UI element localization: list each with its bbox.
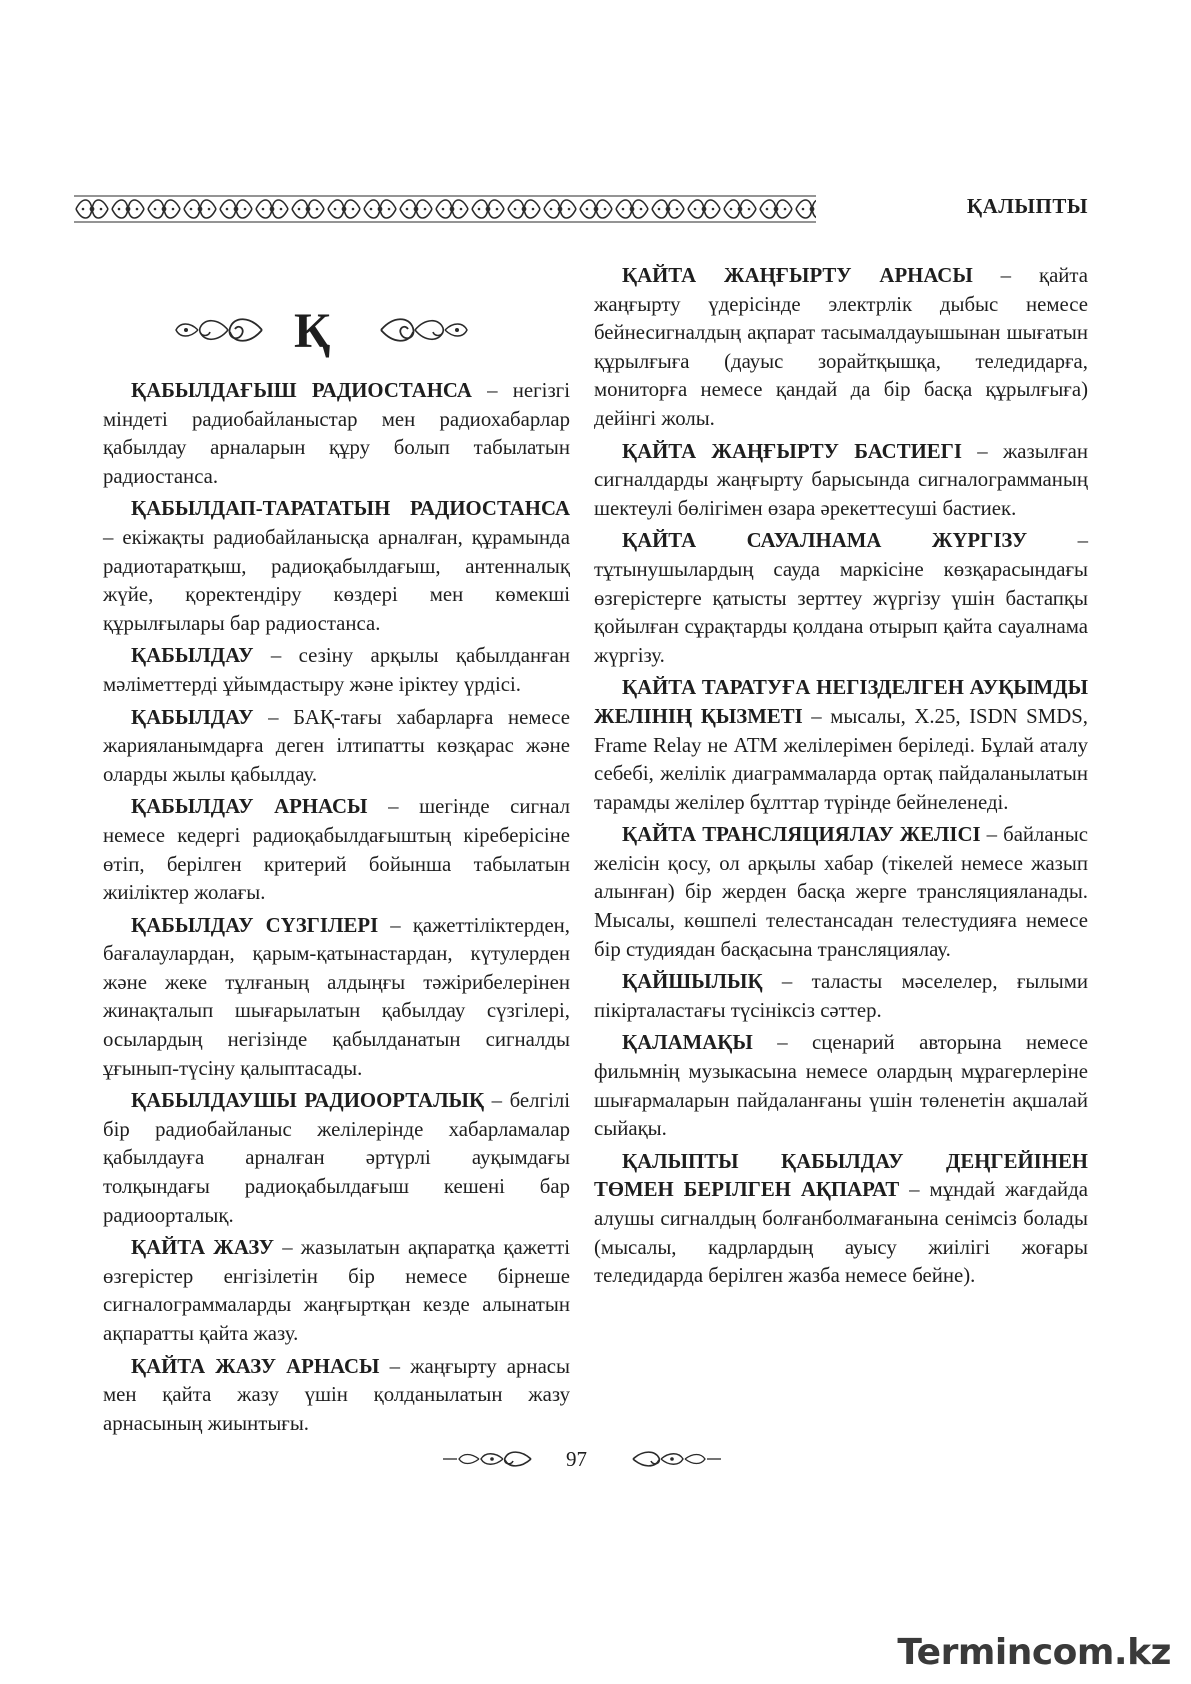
page-footer (441, 1444, 741, 1474)
dictionary-entry (594, 821, 1088, 964)
entry-definition: – мұндай жағдайда алушы сигналдың болғанболмағанына сенімсіз болады (мысалы, кадрлардың ауысу жиілігі жоғары теледидарда берілген жазба немесе бейне). (594, 1178, 1089, 1288)
running-head: ҚАЛЫПТЫ (966, 194, 1088, 218)
entry-definition: – жазылатын ақпаратқа қажетті өзгерістер енгізілетін бір немесе бірнеше сигналограммаларды жаңғыртқан кезде алынатын ақпаратты қайта жазу. (103, 1236, 570, 1345)
dictionary-entry (594, 262, 1088, 434)
entry-term: ҚАБЫЛДАУШЫ РАДИООРТАЛЫҚ (131, 1089, 485, 1113)
dictionary-entry (594, 1148, 1088, 1291)
dictionary-entry (594, 674, 1088, 817)
entry-term: ҚАЙТА ЖАЗУ (131, 1236, 275, 1260)
entry-definition: – байланыс желісін қосу, ол арқылы хабар (тікелей немесе жазып алынған) бір жерден басқа жерге трансляцияланады. Мысалы, көшпелі телестансадан телестудияға немесе бір студиядан басқасына трансляциялау. (594, 823, 1088, 961)
dictionary-entry (103, 377, 570, 491)
entry-term: ҚАБЫЛДАП-ТАРАТАТЫН РАДИОСТАНСА (131, 497, 570, 521)
entry-term: ҚАЙТА ЖАЗУ АРНАСЫ (131, 1354, 380, 1378)
entry-term: ҚАЙТА ТАРАТУҒА НЕГІЗДЕЛГЕН АУҚЫМДЫ ЖЕЛІНІҢ ҚЫЗМЕТІ (594, 676, 1088, 728)
entry-definition: – белгілі бір радиобайланыс желілерінде хабарламалар қабылдауға арналған әртүрлі ауқымдағы толқындағы радиоқабылдағыш кешені бар радиоорталық. (103, 1089, 570, 1227)
dictionary-entry (103, 912, 570, 1084)
entry-definition: – тұтынушылардың сауда маркісіне көзқарасындағы өзгерістерге қатысты зерттеу жүргізу үшін бастапқы қойылған сұрақтарды қолдана отырып қайта сауалнама жүргізу. (594, 529, 1088, 667)
entry-definition: – негізгі міндеті радиобайланыстар мен радиохабарлар қабылдау арналарын құру болып табылатын радиостанса. (103, 379, 570, 488)
page-number: 97 (566, 1447, 587, 1471)
dictionary-entry (594, 527, 1088, 670)
entry-term: ҚАЙТА ТРАНСЛЯЦИЯЛАУ ЖЕЛІСІ (622, 823, 981, 847)
entry-term: ҚАЙШЫЛЫҚ (622, 970, 763, 994)
entry-definition: – сценарий авторына немесе фильмнің музыкасына немесе олардың мұрагерлеріне шығармаларын пайдаланғаны үшін төленетін ақшалай сыйақы. (594, 1031, 1088, 1141)
section-letter-block (172, 302, 472, 360)
dictionary-entry (103, 1353, 570, 1439)
entry-definition: – қажеттіліктерден, бағалаулардан, қарым-қатынастардан, күтулерден және жеке тұлғаның алдыңғы тәжірибелерінен жинақталып шығарылатын қабылдау сүзгілері, осылардың негізінде қабылданатын сигналды ұғынып-түсіну қалыптасады. (103, 913, 571, 1080)
entry-definition: – екіжақты радиобайланысқа арналған, құрамында радиотаратқыш, радиоқабылдағыш, антенналық жүйе, қоректендіру көздері мен көмекші құрылғылары бар радиостанса. (103, 525, 570, 635)
dictionary-entry (103, 1087, 570, 1230)
dictionary-entry (103, 1234, 570, 1348)
dictionary-entry (103, 495, 570, 638)
footer-ornament-right-icon (631, 1448, 723, 1470)
entry-term: ҚАБЫЛДАУ СҮЗГІЛЕРІ (131, 913, 379, 937)
dictionary-entry (103, 704, 570, 790)
left-column (103, 377, 570, 1442)
ornament-right-icon (379, 310, 471, 350)
dictionary-entry (103, 793, 570, 907)
entry-term: ҚАБЫЛДАУ (131, 705, 254, 729)
entry-term: ҚАБЫЛДАҒЫШ РАДИОСТАНСА (131, 379, 472, 402)
entry-term: ҚАЙТА САУАЛНАМА ЖҮРГІЗУ (622, 529, 1028, 553)
header-ornament (74, 195, 816, 223)
entry-term: ҚАЛЫПТЫ ҚАБЫЛДАУ ДЕҢГЕЙІНЕН ТӨМЕН БЕРІЛГЕН АҚПАРАТ (594, 1149, 1088, 1202)
dictionary-entry (594, 968, 1088, 1025)
entry-term: ҚАБЫЛДАУ АРНАСЫ (131, 795, 368, 819)
ornament-left-icon (172, 310, 264, 350)
dictionary-entry (103, 642, 570, 699)
right-column (594, 262, 1088, 1295)
entry-definition: – жаңғырту арнасы мен қайта жазу үшін қолданылатын жазу арнасының жиынтығы. (103, 1354, 570, 1435)
footer-ornament-left-icon (441, 1448, 533, 1470)
dictionary-entry (594, 1029, 1088, 1143)
watermark: Termincom.kz (897, 1632, 1171, 1673)
entry-definition: – сезіну арқылы қабылданған мәліметтерді ұйымдастыру және іріктеу үрдісі. (103, 644, 570, 696)
entry-definition: – шегінде сигнал немесе кедергі радиоқабылдағыштың кіреберісіне өтіп, берілген критерий бойынша табылатын жиіліктер жолағы. (103, 795, 570, 905)
entry-definition: – БАҚ-тағы хабарларға немесе жарияланымдарға деген ілтипатты көзқарас және оларды жылы қабылдау. (103, 705, 570, 786)
entry-definition: – қайта жаңғырту үдерісінде электрлік дыбыс немесе бейнесигналдың ақпарат тасымалдауышынан шығатын құрылғыға (дауыс зорайтқышқа, теледидарға, мониторға немесе қандай да бір басқа құрылғыға) дейінгі жолы. (594, 264, 1088, 430)
dictionary-entry (594, 438, 1088, 524)
entry-term: ҚАЙТА ЖАҢҒЫРТУ АРНАСЫ (622, 264, 973, 287)
section-letter: Қ (294, 302, 331, 358)
entry-term: ҚАЛАМАҚЫ (622, 1031, 753, 1055)
entry-definition: – жазылған сигналдарды жаңғырту барысында сигналограмманың шектеулі бөлігімен өзара әрекеттесуші бастиек. (594, 439, 1088, 520)
entry-term: ҚАБЫЛДАУ (131, 644, 254, 668)
entry-definition: – таласты мәселелер, ғылыми пікірталастағы түсініксіз сәттер. (594, 970, 1088, 1022)
entry-definition: – мысалы, Х.25, ISDN SMDS, Frame Relay не АТМ желілерімен беріледі. Бұлай аталу себебі, желілік диаграммаларда ортақ пайдаланылатын тарамды желілер бұлттар түрінде бейнеленеді. (594, 704, 1089, 814)
entry-term: ҚАЙТА ЖАҢҒЫРТУ БАСТИЕГІ (622, 439, 962, 463)
